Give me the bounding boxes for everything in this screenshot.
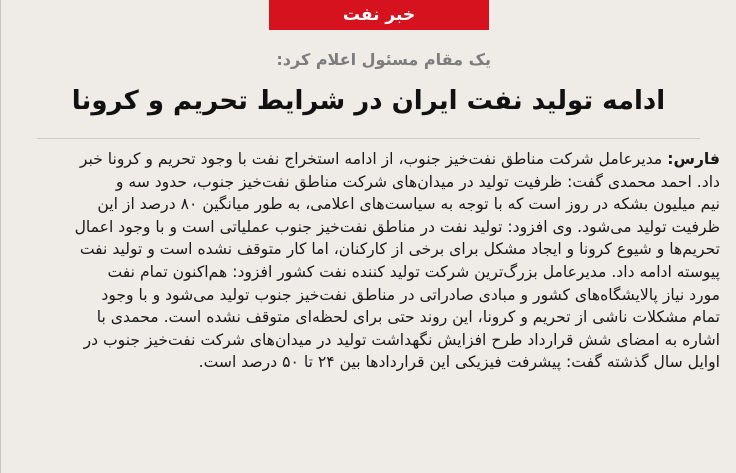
article-body-line-10: اوایل سال گذشته گفت: پیشرفت فیزیکی این قراردادها بین ۲۴ تا ۵۰ درصد است. [198, 353, 720, 372]
article-kicker: یک مقام مسئول اعلام کرد: [276, 50, 491, 69]
article-body [37, 148, 720, 374]
article-body-line-4: ظرفیت تولید می‌شود. وی افزود: تولید نفت در مناطق نفت‌خیز جنوب عملیاتی است و با وجود اعمال [74, 217, 720, 236]
article-headline: ادامه تولید نفت ایران در شرایط تحریم و کرونا [71, 86, 666, 116]
article-body-line-2: داد. احمد محمدی گفت: ظرفیت تولید در میدان‌های شرکت مناطق نفت‌خیز جنوب، حدود سه و [115, 172, 720, 191]
headline-divider [37, 138, 700, 139]
article-body-line-8: تمام مشکلات ناشی از تحریم و کرونا، این روند حتی برای لحظه‌ای متوقف نشده است. محمدی با [96, 308, 720, 327]
article-body-line-5: تحریم‌ها و شیوع کرونا و ایجاد مشکل برای برخی از کارکنان، اما کار متوقف نشده است و تولید نفت [79, 240, 720, 259]
article-byline: فارس: [667, 150, 720, 168]
article-body-line-1-text: مدیرعامل شرکت مناطق نفت‌خیز جنوب، از ادامه استخراج نفت با وجود تحریم و کرونا خبر [79, 150, 668, 168]
article-body-line-1 [37, 148, 720, 171]
article-body-line-6: پیوسته ادامه داد. مدیرعامل بزرگ‌ترین شرکت تولید کننده نفت کشور افزود: هم‌اکنون تمام نفت [107, 262, 720, 281]
article-body-line-7: مورد نیاز پالایشگاه‌های کشور و مبادی صادراتی در مناطق نفت‌خیز جنوب تولید می‌شود و با وجود [101, 285, 720, 304]
article-body-line-3: نیم میلیون بشکه در روز است که با توجه به سیاست‌های اعلامی، به طور میانگین ۸۰ درصد از این [97, 195, 720, 214]
section-label: خبر نفت [269, 0, 489, 30]
article-body-line-9: اشاره به امضای شش قرارداد طرح افزایش نگهداشت تولید در میدان‌های شرکت نفت‌خیز جنوب در [83, 330, 720, 349]
